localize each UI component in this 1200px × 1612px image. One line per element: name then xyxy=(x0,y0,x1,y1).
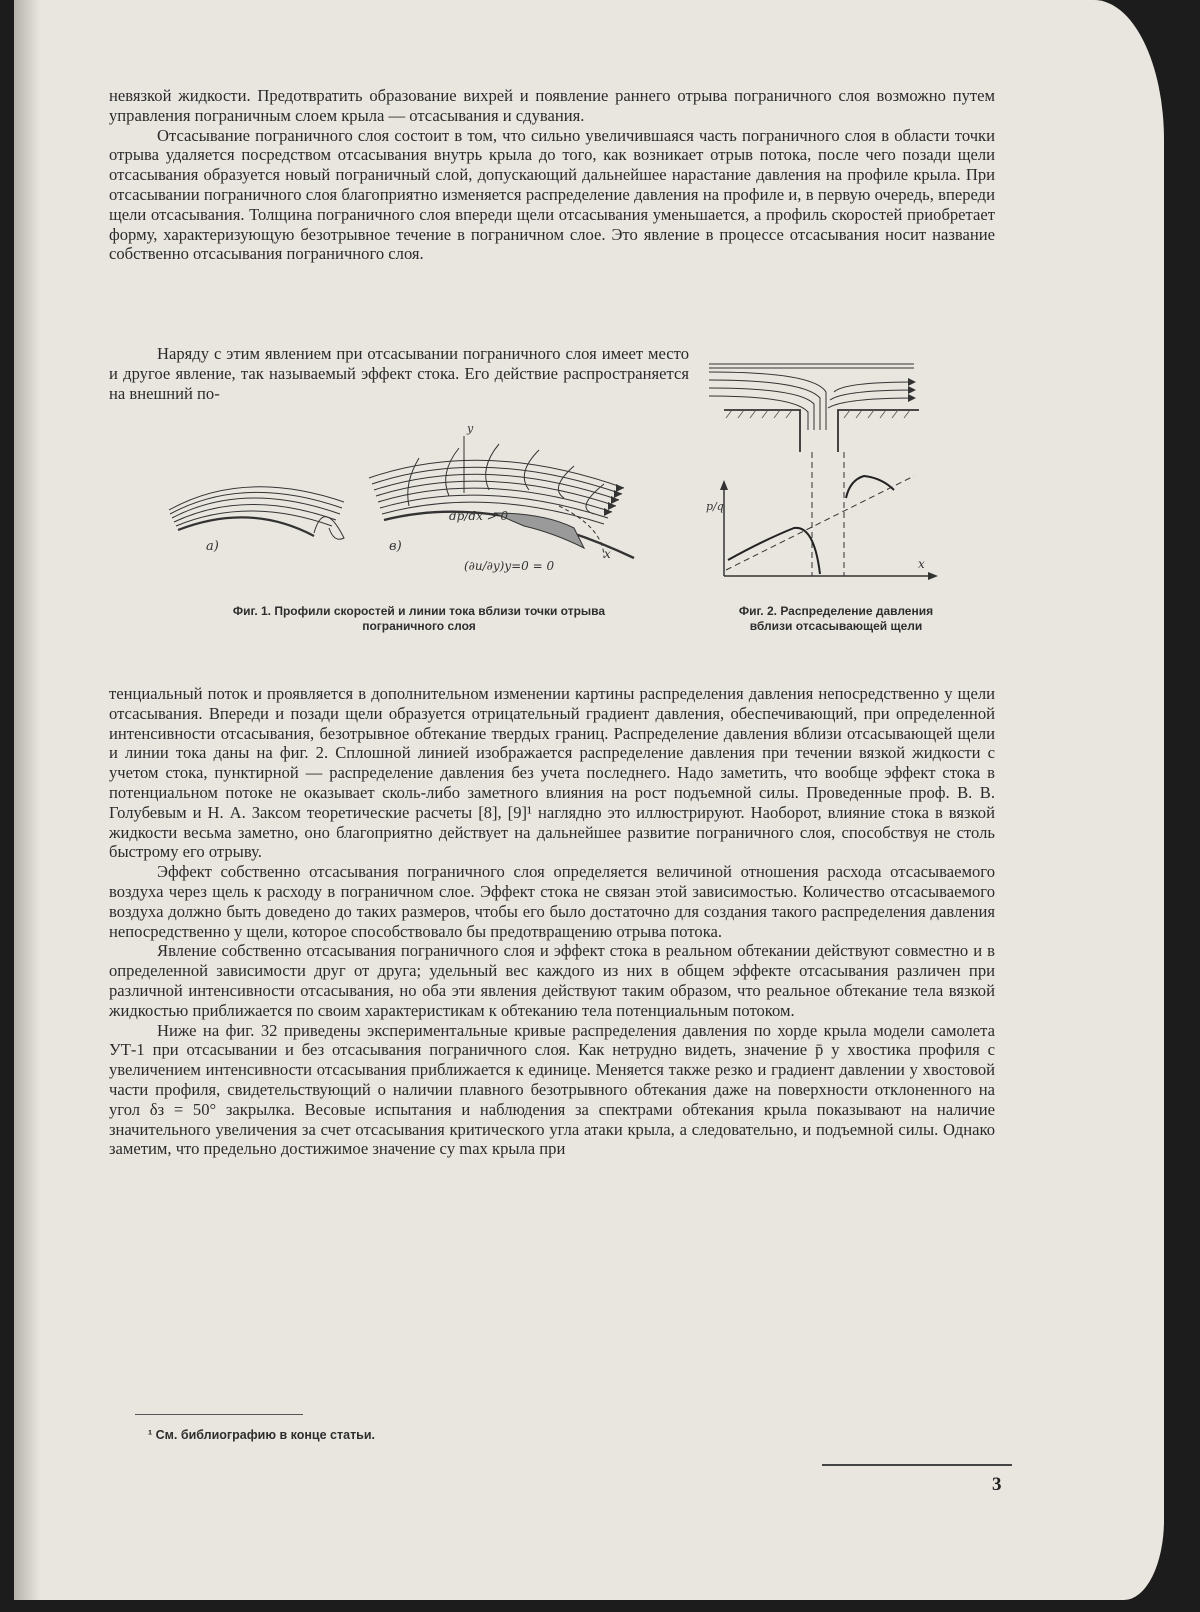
figure-1-formula-derivative: (∂u/∂y)y=0 = 0 xyxy=(464,559,555,573)
figure-2-axis-arrow-y xyxy=(720,480,728,490)
figure-2-streamlines xyxy=(709,364,914,430)
figure-1-formula-gradient: dp/dx > 0 xyxy=(449,509,509,523)
figure-2-dashed-line xyxy=(726,476,914,570)
figure-2-axis-x: x xyxy=(918,557,925,571)
figure-2-axis-arrow-x xyxy=(928,572,938,580)
footnote: ¹ См. библиографию в конце статьи. xyxy=(148,1428,376,1442)
figure-2-axes xyxy=(724,486,934,576)
figure-1-diagram xyxy=(164,418,664,588)
figure-1b-axis-y: y xyxy=(467,422,474,435)
page-sheet xyxy=(14,0,1164,1600)
figure-1b-label: в) xyxy=(389,539,402,554)
figure-1a-streamlines xyxy=(169,487,344,539)
figure-2-pressure-curve xyxy=(728,476,894,574)
page-number: 3 xyxy=(992,1474,1002,1495)
wrapped-paragraph xyxy=(109,344,689,403)
figure-2-hatching xyxy=(726,410,910,418)
bottom-text-block xyxy=(109,684,995,1159)
footnote-separator xyxy=(135,1414,303,1415)
page-number-rule xyxy=(822,1464,1012,1466)
figure-2-axis-y: p/q xyxy=(706,500,724,513)
paragraph-1: невязкой жидкости. Предотвратить образование вихрей и появление раннего отрыва пограничного слоя возможно путем управления пограничным слоем крыла — отсасывания и сдувания. xyxy=(109,86,995,125)
paragraph-6: Явление собственно отсасывания пограничного слоя и эффект стока в реальном обтекании действуют совместно и в определенной зависимости друг от друга; удельный вес каждого из них в общем эффекте отсасывания различен при различной интенсивности отсасывания, но оба эти явления действуют таким образом, что реальное обтекание тела вязкой жидкостью приближается по своим характеристикам к обтеканию тела потенциальным потоком. xyxy=(109,941,995,1020)
figure-2-arrows xyxy=(908,378,916,402)
paragraph-4: тенциальный поток и проявляется в дополнительном изменении картины распределения давления непосредственно у щели отсасывания. Впереди и позади щели образуется отрицательный градиент давления, обеспечивающий, при определенной интенсивности отсасывания, безотрывное обтекание твердых границ. Распределение давления вблизи отсасывающей щели и линии тока даны на фиг. 2. Сплошной линией изображается распределение давления при течении вязкой жидкости с учетом стока, пунктирной — распределение давления без учета последнего. Надо заметить, что вообще эффект стока в потенциальном потоке не оказывает сколь-либо заметного влияния на рост подъемной силы. Проведенные проф. В. В. Голубевым и Н. А. Заксом теоретические расчеты [8], [9]¹ наглядно это иллюстрируют. Наоборот, влияние стока в вязкой жидкости весьма заметно, оно благоприятно действует на дальнейшее развитие пограничного слоя, способствуя не столь быстрому его отрыву. xyxy=(109,684,995,862)
figure-1a-label: а) xyxy=(206,539,219,554)
figure-2-diagram xyxy=(704,360,944,590)
top-text-block xyxy=(109,86,995,264)
figure-1b-streamlines xyxy=(369,436,634,558)
figure-2-caption: Фиг. 2. Распределение давления вблизи отсасывающей щели xyxy=(738,604,934,633)
figure-2-wall xyxy=(724,410,919,452)
paragraph-5: Эффект собственно отсасывания пограничного слоя определяется величиной отношения расхода отсасываемого воздуха через щель к расходу в пограничном слое. Эффект стока не связан этой зависимостью. Количество отсасываемого воздуха должно быть доведено до таких размеров, чтобы его было достаточно для создания такого распределения давления непосредственно у щели, которое способствовало бы предотвращению отрыва потока. xyxy=(109,862,995,941)
paragraph-7: Ниже на фиг. 32 приведены экспериментальные кривые распределения давления по хорде крыла модели самолета УТ-1 при отсасывании и без отсасывания пограничного слоя. Как нетрудно видеть, значение p̄ у хвостика профиля с увеличением интенсивности отсасывания приближается к единице. Меняется также резко и градиент давлении у хвостовой части профиля, свидетельствующий о наличии плавного безотрывного обтекания даже на поверхности отклоненного на угол δз = 50° закрылка. Весовые испытания и наблюдения за спектрами обтекания крыла показывают на наличие значительного увеличения за счет отсасывания критического угла атаки крыла, а следовательно, и подъемной силы. Однако заметим, что предельно достижимое значение cy max крыла при xyxy=(109,1020,995,1159)
paragraph-3: Наряду с этим явлением при отсасывании пограничного слоя имеет место и другое явление, так называемый эффект стока. Его действие распространяется на внешний по- xyxy=(109,344,689,403)
figure-1b-axis-x: x xyxy=(604,547,611,561)
paragraph-2: Отсасывание пограничного слоя состоит в том, что сильно увеличившаяся часть пограничного слоя в области точки отрыва удаляется посредством отсасывания внутрь крыла до того, как возникает отрыв потока, после чего позади щели отсасывания образуется новый пограничный слой, допускающий дальнейшее нарастание давления на профиле крыла. При отсасывании пограничного слоя благоприятно изменяется распределение давления на профиле и, в первую очередь, впереди щели отсасывания. Толщина пограничного слоя впереди щели отсасывания уменьшается, а профиль скоростей приобретает форму, характеризующую безотрывное течение в пограничном слое. Это явление в процессе отсасывания носит название собственно отсасывания пограничного слоя. xyxy=(109,125,995,264)
figure-1-caption: Фиг. 1. Профили скоростей и линии тока вблизи точки отрыва пограничного слоя xyxy=(232,604,606,633)
